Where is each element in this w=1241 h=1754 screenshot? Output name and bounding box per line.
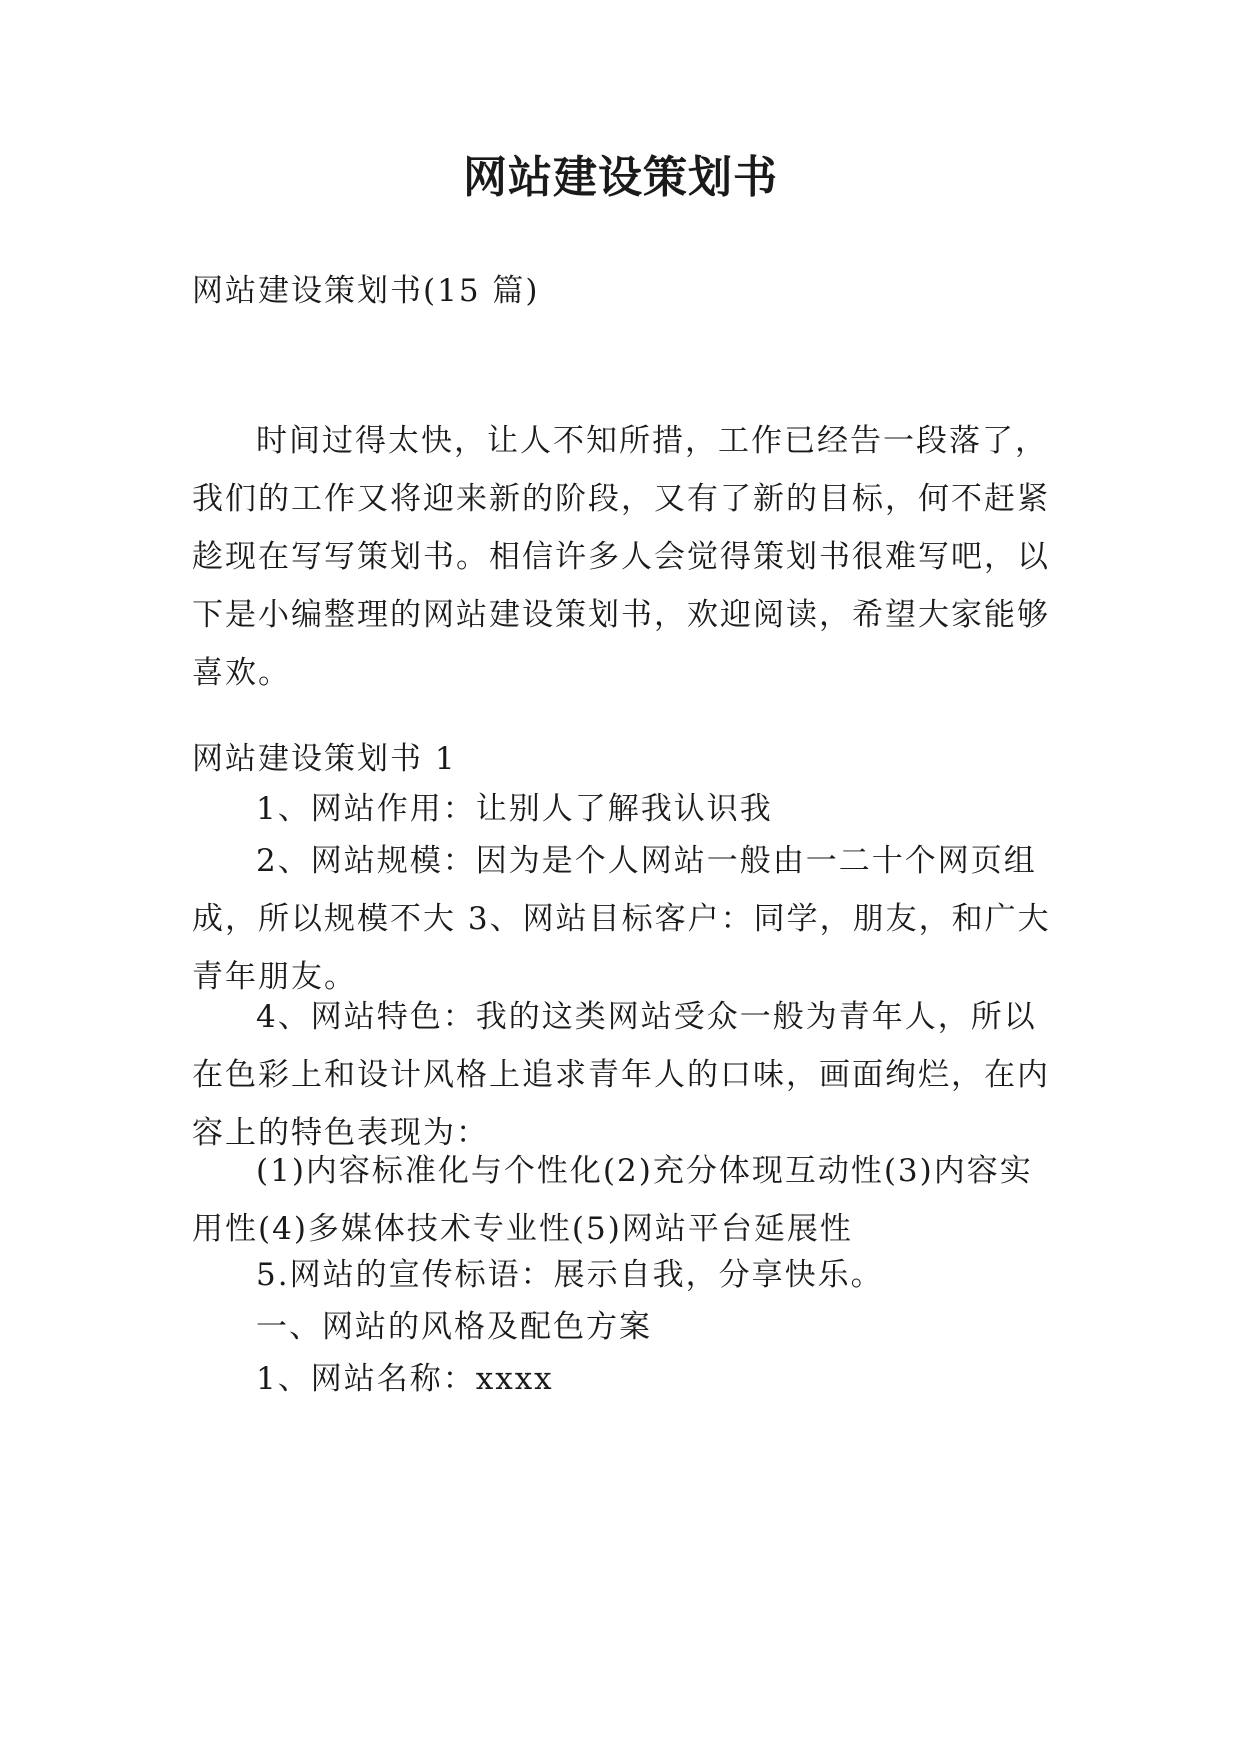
paragraph-website-purpose: 1、网站作用：让别人了解我认识我 <box>256 791 773 827</box>
paragraph-feature-list: (1)内容标准化与个性化(2)充分体现互动性(3)内容实用性(4)多媒体技术专业性(5)网站平台延展性 <box>192 1153 1033 1247</box>
paragraph-style-heading: 一、网站的风格及配色方案 <box>256 1309 652 1345</box>
paragraph-slogan: 5.网站的宣传标语：展示自我，分享快乐。 <box>256 1257 884 1293</box>
paragraph-website-name: 1、网站名称：xxxx <box>256 1361 554 1397</box>
intro-paragraph: 时间过得太快，让人不知所措，工作已经告一段落了，我们的工作又将迎来新的阶段，又有了新的目标，何不赶紧趁现在写写策划书。相信许多人会觉得策划书很难写吧，以下是小编整理的网站建设策划书，欢迎阅读，希望大家能够喜欢。 <box>192 423 1050 691</box>
paragraph-website-scale: 2、网站规模：因为是个人网站一般由一二十个网页组成，所以规模不大 3、网站目标客户：同学，朋友，和广大青年朋友。 <box>192 843 1051 995</box>
document-subtitle: 网站建设策划书(15 篇) <box>192 273 540 309</box>
paragraph-website-features: 4、网站特色：我的这类网站受众一般为青年人，所以在色彩上和设计风格上追求青年人的口味，画面绚烂，在内容上的特色表现为： <box>192 999 1050 1151</box>
section-heading: 网站建设策划书 1 <box>192 741 457 777</box>
document-title: 网站建设策划书 <box>463 152 778 203</box>
